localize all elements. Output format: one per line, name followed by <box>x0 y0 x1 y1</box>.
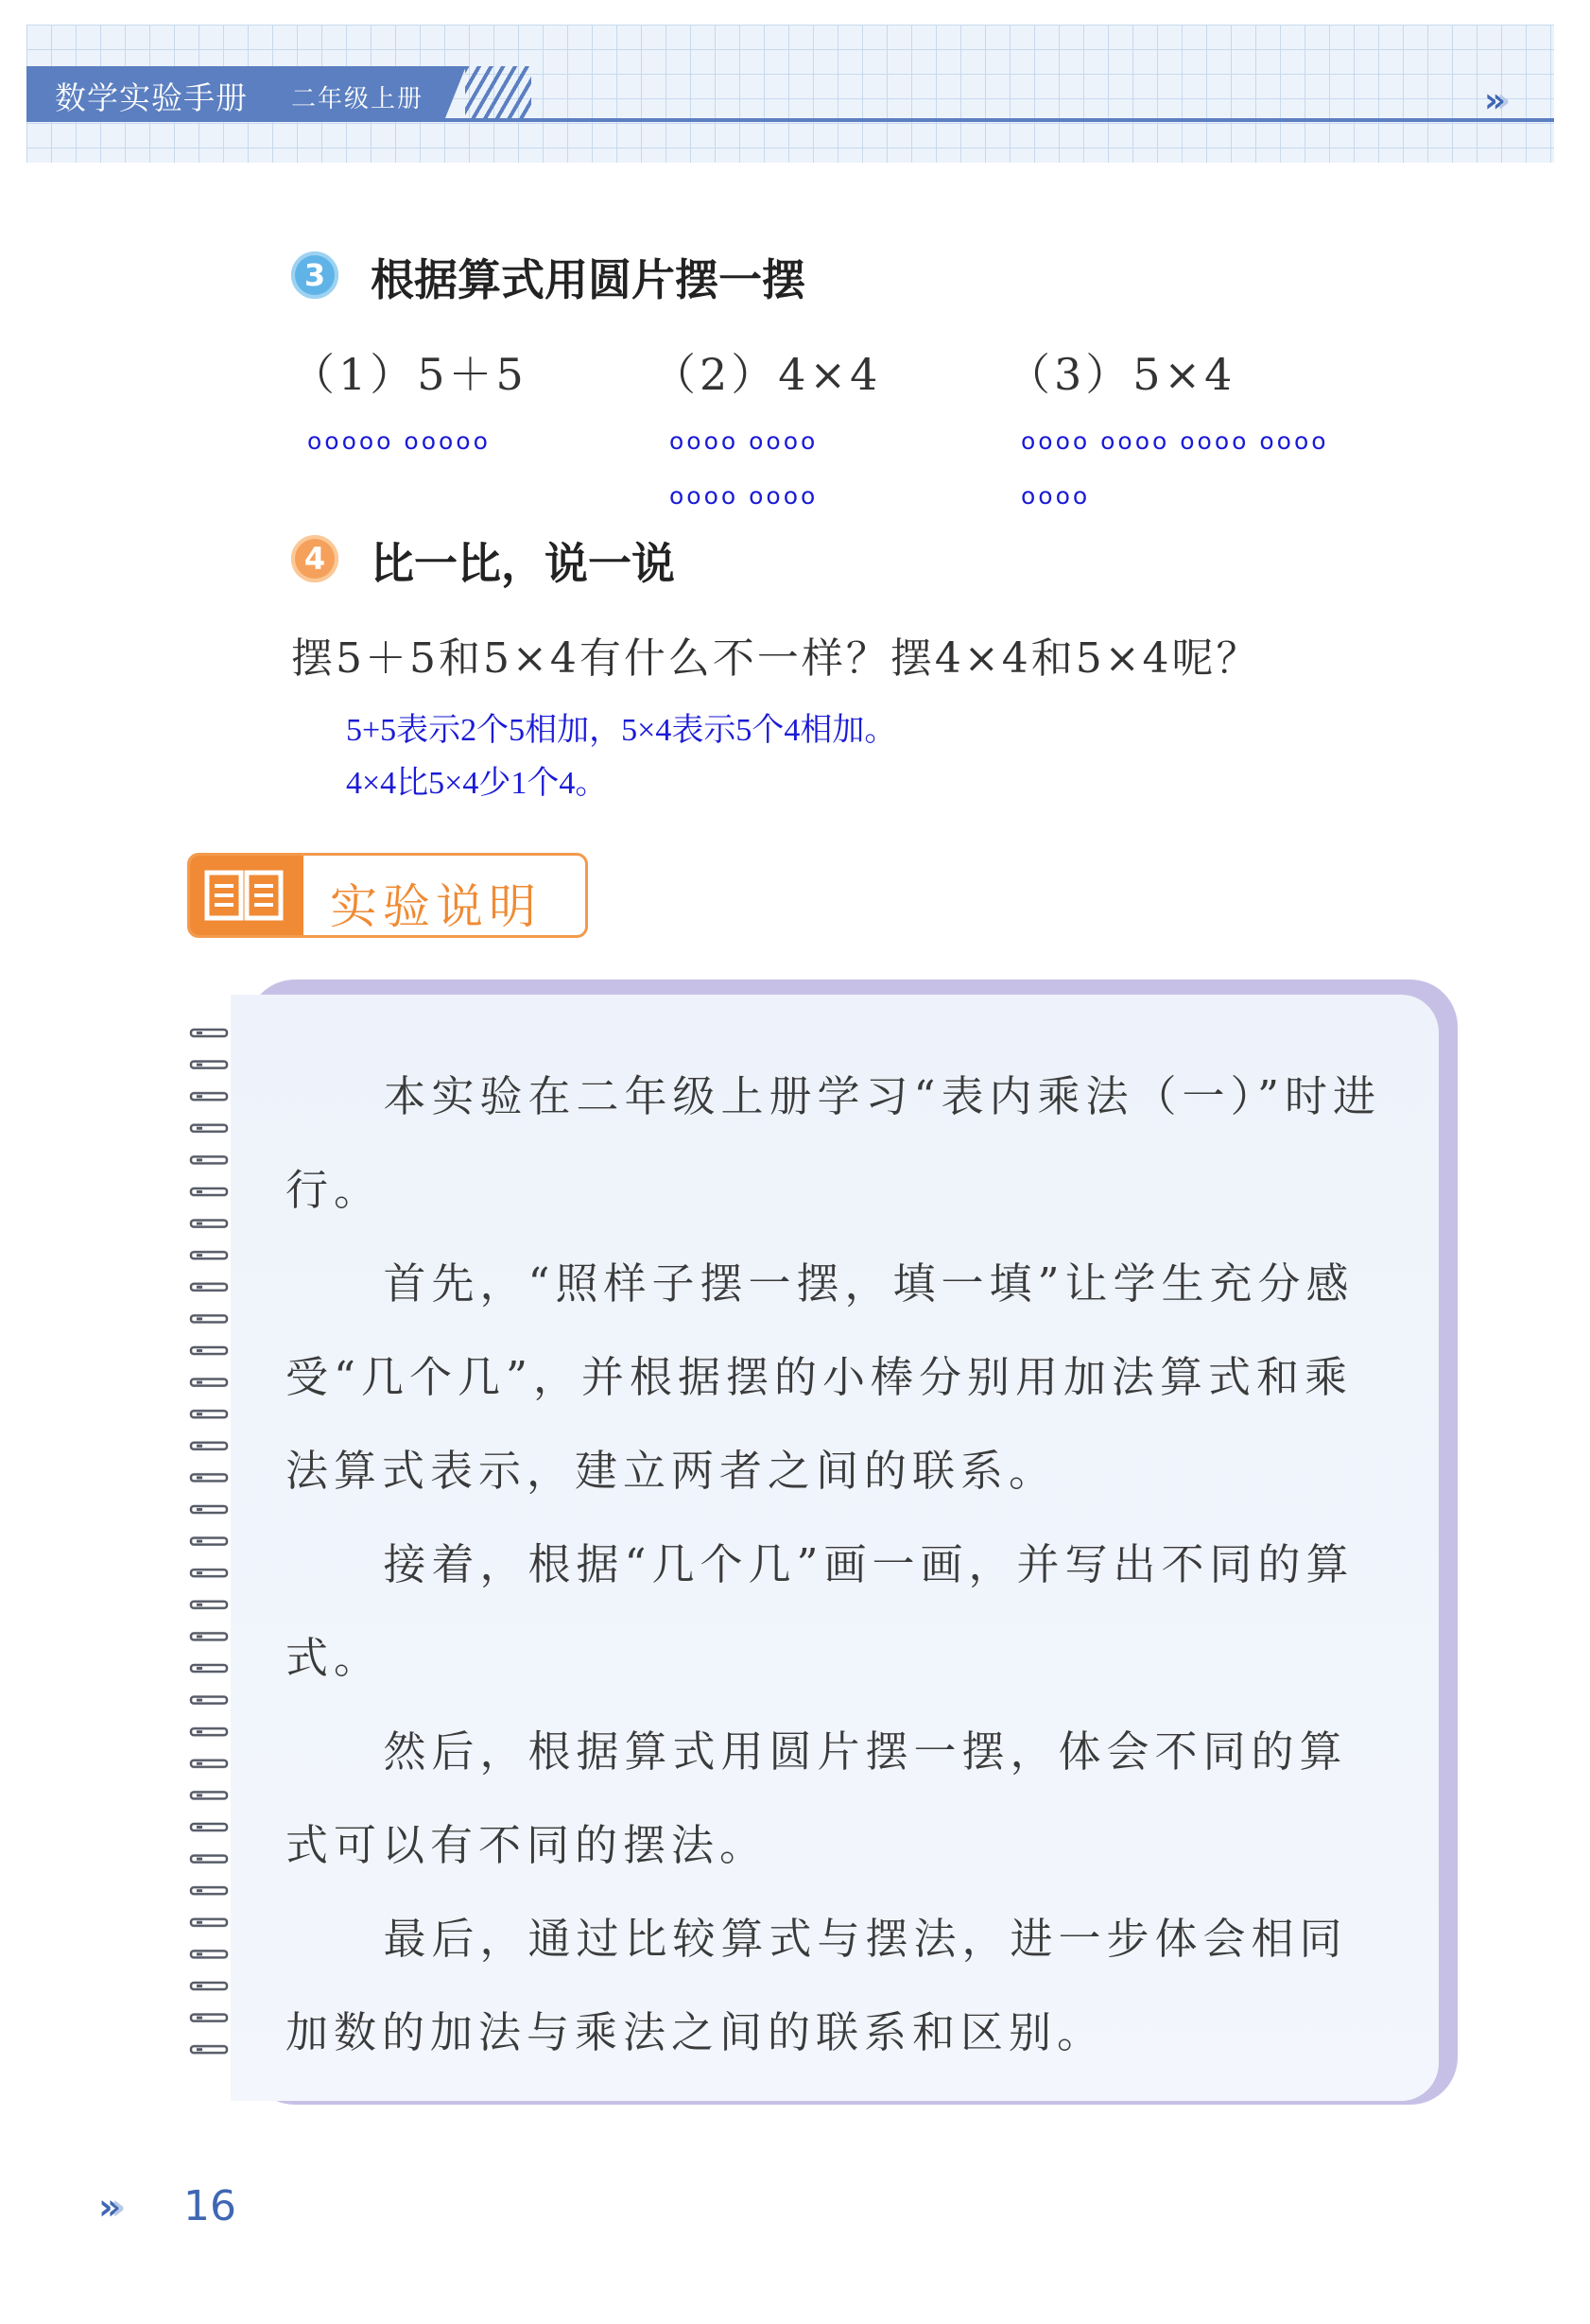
exercise-4-question: 摆5＋5和5×4有什么不一样？摆4×4和5×4呢？ <box>291 634 1261 683</box>
note-paragraph: 然后，根据算式用圆片摆一摆，体会不同的算式可以有不同的摆法。 <box>285 1726 1348 1870</box>
circle-row-3b: oooo <box>1021 482 1091 510</box>
exercise-3-formula-3: （3）5×4 <box>1007 349 1236 400</box>
circle-row-2b: oooo oooo <box>669 482 819 510</box>
chevron-right-icon: »› <box>1484 81 1502 120</box>
header-stripes <box>465 66 531 121</box>
exercise-3-formula-2: （2）4×4 <box>652 349 882 400</box>
note-paragraph: 本实验在二年级上册学习“表内乘法（一）”时进行。 <box>285 1071 1382 1215</box>
exercise-3-formula-1: （1）5＋5 <box>291 349 527 400</box>
answer-line-1: 5+5表示2个5相加，5×4表示5个4相加。 <box>346 713 897 748</box>
book-title: 数学实验手册 <box>55 79 248 116</box>
exercise-3-number-badge: 3 <box>291 251 338 299</box>
page-number: 16 <box>183 2182 236 2230</box>
book-grade: 二年级上册 <box>291 85 424 113</box>
note-paragraph: 最后，通过比较算式与摆法，进一步体会相同加数的加法与乘法之间的联系和区别。 <box>285 1914 1348 2057</box>
experiment-label <box>187 853 588 938</box>
circle-row-2a: oooo oooo <box>669 427 819 455</box>
circle-row-1: ooooo ooooo <box>307 427 491 455</box>
experiment-notes <box>285 1049 1382 2079</box>
page-chevron-icon: »› <box>98 2186 116 2228</box>
header-rule <box>26 118 1554 122</box>
exercise-4-title: 比一比，说一说 <box>371 538 675 589</box>
experiment-label-text: 实验说明 <box>330 879 542 934</box>
spiral-binding <box>189 1027 231 2067</box>
circle-row-3a: oooo oooo oooo oooo <box>1021 427 1329 455</box>
note-paragraph: 接着，根据“几个几”画一画，并写出不同的算式。 <box>285 1539 1355 1683</box>
note-paragraph: 首先，“照样子摆一摆，填一填”让学生充分感受“几个几”，并根据摆的小棒分别用加法算式和乘法算式表示，建立两者之间的联系。 <box>285 1258 1355 1496</box>
answer-line-2: 4×4比5×4少1个4。 <box>346 766 608 801</box>
exercise-3-title: 根据算式用圆片摆一摆 <box>371 254 805 305</box>
exercise-4-number-badge: 4 <box>291 535 338 582</box>
book-icon <box>190 856 303 935</box>
